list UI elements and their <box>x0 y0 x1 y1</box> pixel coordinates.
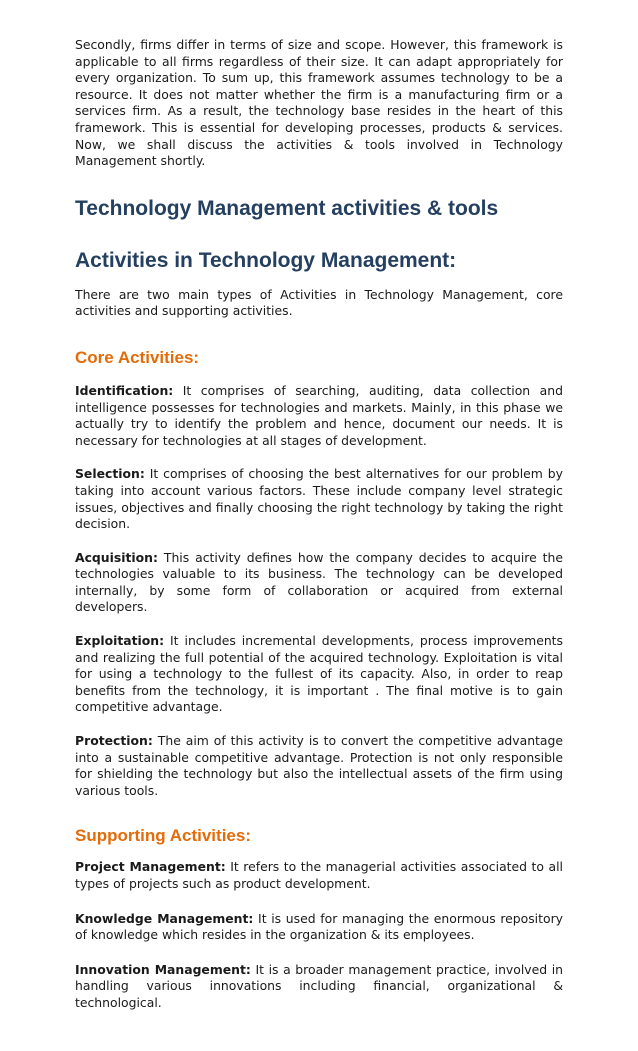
activities-intro-paragraph: There are two main types of Activities in Technology Management, core activities and supporting activities. <box>75 286 563 319</box>
supporting-item-project-management <box>75 859 563 892</box>
core-activities-heading: Core Activities: <box>75 347 200 367</box>
term-description: It comprises of choosing the best alternatives for our problem by taking into account various factors. These include company level strategic issues, objectives and finally choosing the right technology by taking the right decision. <box>75 466 563 532</box>
term-label: Project Management: <box>75 859 226 875</box>
term-description: It comprises of searching, auditing, data collection and intelligence possesses for technologies and markets. Mainly, in this phase we actually try to identify the problem and hence, document our needs. It is necessary for technologies at all stages of development. <box>75 382 563 448</box>
activities-heading: Activities in Technology Management: <box>75 248 457 272</box>
term-description: It refers to the managerial activities associated to all types of projects such as product development. <box>75 859 563 891</box>
supporting-item-innovation-management <box>75 962 563 1012</box>
term-description: It includes incremental developments, process improvements and realizing the full potential of the acquired technology. Exploitation is vital for using a technology to the fullest of its capacity. Also, in order to reap benefits from the technology, it is important . The final motive is to gain competitive advantage. <box>75 633 563 715</box>
section-heading: Technology Management activities & tools <box>75 196 499 220</box>
term-label: Selection: <box>75 466 145 482</box>
core-item-acquisition <box>75 550 563 616</box>
core-item-protection <box>75 733 563 799</box>
term-description: The aim of this activity is to convert the competitive advantage into a sustainable competitive advantage. Protection is not only responsible for shielding the technology but also the intellectual assets of the firm using various tools. <box>75 733 563 798</box>
core-item-identification <box>75 383 563 449</box>
term-label: Innovation Management: <box>75 961 251 977</box>
term-label: Protection: <box>75 733 153 749</box>
supporting-item-knowledge-management <box>75 911 563 944</box>
term-label: Exploitation: <box>75 633 165 649</box>
core-item-exploitation <box>75 633 563 716</box>
term-description: It is used for managing the enormous repository of knowledge which resides in the organization & its employees. <box>75 910 563 943</box>
term-description: This activity defines how the company decides to acquire the technologies valuable to its business. The technology can be developed internally, by some form of collaboration or acquired from external developers. <box>75 549 563 615</box>
document-page <box>75 37 563 1012</box>
term-label: Identification: <box>75 382 174 398</box>
term-label: Acquisition: <box>75 549 158 565</box>
core-item-selection <box>75 466 563 532</box>
term-description: It is a broader management practice, involved in handling various innovations including financial, organizational & technological. <box>75 961 563 1010</box>
term-label: Knowledge Management: <box>75 910 254 926</box>
intro-paragraph: Secondly, firms differ in terms of size and scope. However, this framework is applicable to all firms regardless of their size. It can adapt appropriately for every organization. To sum up, this framework assumes technology to be a resource. It does not matter whether the firm is a manufacturing firm or a services firm. As a result, the technology base resides in the heart of this framework. This is essential for developing processes, products & services. Now, we shall discuss the activities & tools involved in Technology Management shortly. <box>75 37 563 169</box>
supporting-activities-heading: Supporting Activities: <box>75 826 251 846</box>
